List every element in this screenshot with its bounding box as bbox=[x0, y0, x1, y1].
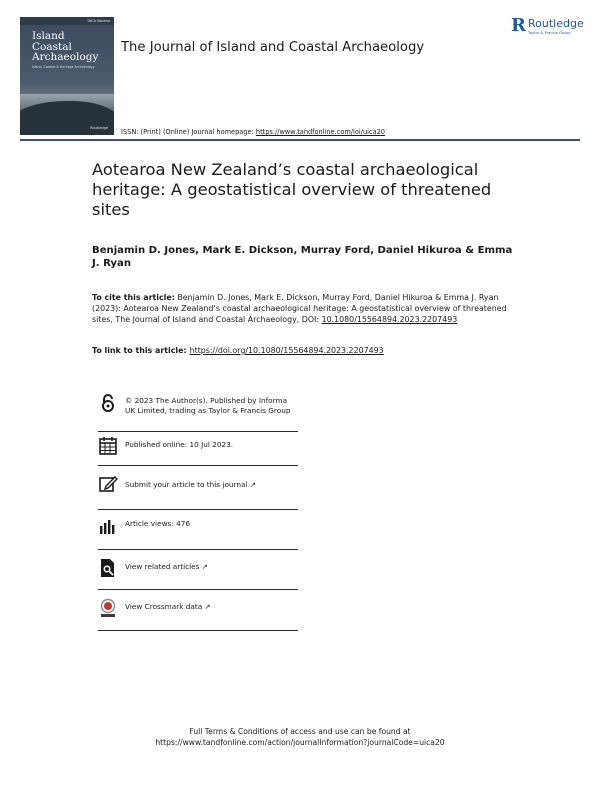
header-divider bbox=[20, 139, 580, 141]
article-views: Article views: 476 bbox=[125, 519, 191, 528]
row-divider bbox=[98, 465, 298, 466]
cover-title-line: Coastal bbox=[32, 40, 72, 53]
license-row bbox=[98, 393, 298, 429]
crossmark-link[interactable] bbox=[125, 602, 298, 612]
crossmark-icon bbox=[98, 598, 118, 618]
footer-terms-text: Full Terms & Conditions of access and use can be found at bbox=[189, 727, 411, 736]
row-divider bbox=[98, 589, 298, 590]
article-title: Aotearoa New Zealand’s coastal archaeological heritage: A geostatistical overview of threatened sites bbox=[92, 160, 492, 219]
journal-homepage-link[interactable]: https://www.tandfonline.com/loi/uica20 bbox=[255, 128, 386, 136]
cover-title-line: Archaeology bbox=[32, 51, 99, 63]
document-search-icon bbox=[98, 558, 118, 578]
license-text: © 2023 The Author(s). Published by Informa UK Limited, trading as Taylor & Francis Group bbox=[125, 396, 291, 415]
journal-title: The Journal of Island and Coastal Archaeology bbox=[121, 40, 425, 55]
bar-chart-icon bbox=[98, 516, 118, 536]
row-divider bbox=[98, 549, 298, 550]
external-link-icon: ↗ bbox=[249, 480, 256, 489]
crossmark-label: View Crossmark data bbox=[125, 602, 203, 611]
row-divider bbox=[98, 431, 298, 432]
article-link-line bbox=[92, 346, 384, 355]
edit-icon bbox=[98, 474, 118, 494]
issn-line bbox=[121, 128, 385, 136]
related-row[interactable] bbox=[98, 558, 298, 580]
routledge-name: Routledge bbox=[528, 17, 584, 30]
row-divider bbox=[98, 509, 298, 510]
calendar-icon bbox=[98, 436, 118, 456]
cover-title-line: Island bbox=[32, 30, 65, 42]
citation-block bbox=[92, 293, 517, 325]
cite-text: Benjamin D. Jones, Mark E. Dickson, Murray Ford, Daniel Hikuroa & Emma J. Ryan (2023): Aotearoa New Zealand’s coastal archaeological heritage: A geostatistical overview of threatened sites, The Journal of Island and Coastal Archaeology, DOI: bbox=[92, 293, 507, 324]
related-articles-label: View related articles bbox=[125, 562, 200, 571]
submit-article-link[interactable] bbox=[125, 480, 298, 490]
submit-article-label: Submit your article to this journal bbox=[125, 480, 248, 489]
footer bbox=[0, 726, 600, 748]
routledge-r-icon: R bbox=[511, 15, 526, 36]
routledge-logo[interactable] bbox=[511, 17, 587, 37]
article-doi-link[interactable]: https://doi.org/10.1080/15564894.2023.2207493 bbox=[189, 346, 384, 355]
journal-cover-image bbox=[20, 17, 114, 135]
cover-publisher-mark: Routledge bbox=[90, 126, 108, 130]
external-link-icon: ↗ bbox=[204, 602, 211, 611]
cite-label: To cite this article: bbox=[92, 293, 175, 302]
link-label: To link to this article: bbox=[92, 346, 187, 355]
cover-label: UICA Volume bbox=[87, 19, 110, 23]
published-row bbox=[98, 435, 298, 457]
related-articles-link[interactable] bbox=[125, 562, 298, 572]
cover-subtitle: Island, Coastal & Heritage Archaeology bbox=[32, 65, 95, 69]
cite-doi-link[interactable]: 10.1080/15564894.2023.2207493 bbox=[321, 314, 458, 324]
submit-row[interactable] bbox=[98, 474, 298, 496]
issn-text: ISSN: (Print) (Online) Journal homepage: bbox=[121, 128, 254, 136]
views-row bbox=[98, 515, 298, 537]
external-link-icon: ↗ bbox=[201, 562, 208, 571]
footer-terms-link[interactable]: https://www.tandfonline.com/action/journalInformation?journalCode=uica20 bbox=[155, 738, 445, 747]
row-divider bbox=[98, 630, 298, 631]
crossmark-row[interactable] bbox=[98, 598, 298, 620]
routledge-tagline: Taylor & Francis Group bbox=[528, 30, 571, 35]
cover-title bbox=[32, 31, 112, 63]
published-date: Published online: 10 Jul 2023. bbox=[125, 440, 234, 449]
article-authors: Benjamin D. Jones, Mark E. Dickson, Murray Ford, Daniel Hikuroa & Emma J. Ryan bbox=[92, 245, 513, 269]
open-access-icon bbox=[98, 393, 118, 413]
